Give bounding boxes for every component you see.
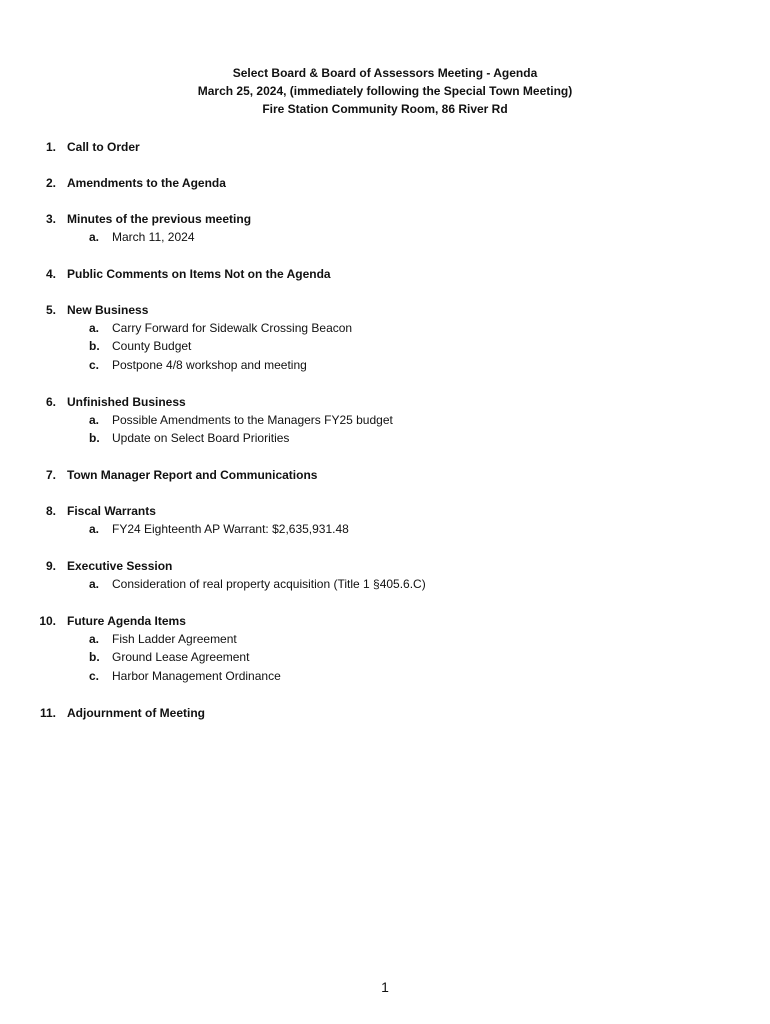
agenda-item-row <box>0 265 770 283</box>
agenda-subitem <box>0 648 770 667</box>
agenda-item <box>0 466 770 484</box>
agenda-subitem <box>0 429 770 448</box>
agenda-subitem <box>0 630 770 649</box>
agenda-item <box>0 612 770 686</box>
agenda-item-title: Public Comments on Items Not on the Agenda <box>67 266 331 281</box>
agenda-item-row <box>0 612 770 630</box>
agenda-item-title: Adjournment of Meeting <box>67 705 205 720</box>
agenda-item-title: Minutes of the previous meeting <box>67 212 252 226</box>
agenda-item-title: New Business <box>67 302 149 317</box>
agenda-item-number: 4. <box>45 266 56 281</box>
agenda-item-row <box>0 174 770 192</box>
agenda-item-title: Fiscal Warrants <box>67 504 156 519</box>
agenda-item-row <box>0 704 770 722</box>
agenda-subitem-text: Possible Amendments to the Managers FY25 budget <box>112 412 393 427</box>
agenda-item-title: Call to Order <box>67 140 140 154</box>
agenda-title: Select Board & Board of Assessors Meeting - Agenda <box>232 66 538 80</box>
agenda-subitem-letter: a. <box>89 412 100 427</box>
agenda-item-title: Executive Session <box>67 558 173 573</box>
agenda-subitem-text: FY24 Eighteenth AP Warrant: $2,635,931.48 <box>112 522 349 537</box>
agenda-subitem <box>0 411 770 430</box>
agenda-subitem-text: Harbor Management Ordinance <box>112 668 281 683</box>
agenda-subitem-letter: a. <box>89 522 100 537</box>
agenda-subitem <box>0 520 770 539</box>
agenda-subitem <box>0 228 770 247</box>
agenda-subitem <box>0 575 770 594</box>
agenda-item <box>0 174 770 192</box>
meeting-date: March 25, 2024, (immediately following the Special Town Meeting) <box>197 84 573 98</box>
agenda-item-number: 10. <box>39 613 56 628</box>
agenda-subitem-text: Consideration of real property acquisition (Title 1 §405.6.C) <box>112 576 426 591</box>
agenda-item <box>0 557 770 594</box>
agenda-item-number: 7. <box>45 468 56 483</box>
agenda-item-title: Town Manager Report and Communications <box>67 468 318 483</box>
agenda-item-number: 9. <box>45 558 56 573</box>
agenda-subitem <box>0 356 770 375</box>
agenda-subitem-text: Fish Ladder Agreement <box>112 631 237 646</box>
agenda-subitem-letter: b. <box>89 431 100 446</box>
agenda-item-row <box>0 502 770 520</box>
agenda-item-title: Unfinished Business <box>67 394 186 409</box>
agenda-subitem-letter: b. <box>89 339 100 354</box>
agenda-item-row <box>0 557 770 575</box>
agenda-item-title: Future Agenda Items <box>67 613 186 628</box>
agenda-subitem-text: Update on Select Board Priorities <box>112 431 290 446</box>
agenda-subitem-letter: a. <box>89 320 100 335</box>
agenda-subitem-letter: c. <box>89 668 100 683</box>
agenda-list <box>0 138 770 740</box>
agenda-subitem-text: Ground Lease Agreement <box>112 650 250 665</box>
agenda-item <box>0 138 770 156</box>
meeting-location: Fire Station Community Room, 86 River Rd <box>262 102 508 116</box>
agenda-subitem-letter: a. <box>89 576 100 591</box>
agenda-subitem <box>0 337 770 356</box>
agenda-item <box>0 393 770 448</box>
agenda-subitem-text: County Budget <box>112 339 192 354</box>
agenda-item-row <box>0 301 770 319</box>
agenda-subitem-letter: c. <box>89 358 100 373</box>
agenda-item-title: Amendments to the Agenda <box>67 176 226 190</box>
agenda-subitem-letter: b. <box>89 650 100 665</box>
agenda-item-row <box>0 393 770 411</box>
agenda-item-number: 8. <box>45 504 56 519</box>
page-number: 1 <box>381 979 389 995</box>
agenda-item-number: 3. <box>45 212 56 226</box>
agenda-item-number: 5. <box>45 302 56 317</box>
agenda-item <box>0 502 770 539</box>
agenda-item-number: 11. <box>39 705 56 720</box>
agenda-item-row <box>0 210 770 228</box>
agenda-item <box>0 704 770 722</box>
agenda-subitem-letter: a. <box>89 631 100 646</box>
agenda-subitem <box>0 667 770 686</box>
agenda-item-row <box>0 466 770 484</box>
agenda-header <box>0 64 770 118</box>
agenda-item <box>0 265 770 283</box>
agenda-subitem-text: March 11, 2024 <box>112 230 195 244</box>
agenda-item-number: 6. <box>45 394 56 409</box>
agenda-subitem-letter: a. <box>89 230 100 244</box>
agenda-item-number: 2. <box>45 176 56 190</box>
agenda-subitem-text: Carry Forward for Sidewalk Crossing Beacon <box>112 320 353 335</box>
agenda-subitem <box>0 319 770 338</box>
agenda-item-number: 1. <box>45 140 56 154</box>
agenda-item <box>0 210 770 247</box>
agenda-subitem-text: Postpone 4/8 workshop and meeting <box>112 358 307 373</box>
agenda-item <box>0 301 770 375</box>
agenda-item-row <box>0 138 770 156</box>
